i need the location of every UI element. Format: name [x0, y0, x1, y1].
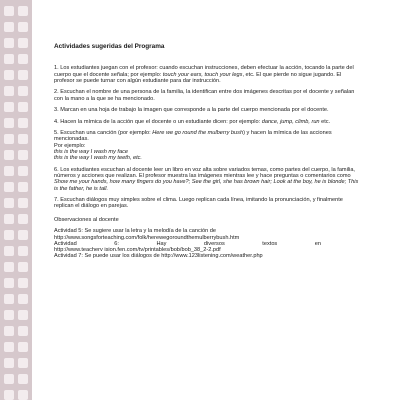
margin-square [18, 278, 28, 288]
margin-square [4, 214, 14, 224]
margin-square [4, 342, 14, 352]
activity-5-example: Here we go round the mulberry bush [152, 130, 244, 137]
margin-square [4, 294, 14, 304]
observation-6-link[interactable]: http://www.teacherv ision.fen.com/tv/printables/bob/bob_38_2-2.pdf [54, 247, 221, 254]
margin-square [18, 6, 28, 16]
margin-square [4, 278, 14, 288]
margin-square [18, 150, 28, 160]
activity-6-text-a: 6. Los estudiantes escuchan al docente leer un libro en voz alta sobre variados temas, como partes del cuerpo, la familia, números y acciones que realizan. El profesor muestra las imágenes mientras lee y hace preguntas o comentarios como [54, 166, 355, 180]
margin-square [4, 166, 14, 176]
margin-square [18, 198, 28, 208]
margin-square [4, 70, 14, 80]
observation-7-link[interactable]: http://www.123listening.com/weather.php [161, 253, 263, 260]
observation-7-text: Actividad 7: Se puede usar los diálogos de [54, 253, 162, 260]
margin-square [18, 262, 28, 272]
observation-6-text: Actividad 6: Hay diversos textos en [54, 240, 321, 247]
margin-square [18, 214, 28, 224]
margin-square [4, 22, 14, 32]
margin-square [18, 374, 28, 384]
activity-6-example: Show me your hands, how many fingers do you have?; See the girl, she has brown hair; Look at the boy, he is blonde; This is the father, he is tall. [54, 179, 359, 192]
margin-square [18, 358, 28, 368]
margin-square [4, 198, 14, 208]
margin-square [4, 54, 14, 64]
margin-square [4, 390, 14, 400]
margin-square [4, 246, 14, 256]
margin-square [18, 70, 28, 80]
activity-2: 2. Escuchan el nombre de una persona de la familia, la identifican entre dos imágenes descritas por el docente y señalan con la mano a la que se ha mencionado. [54, 89, 355, 102]
margin-square [18, 54, 28, 64]
activity-1-example: touch your ears, touch your legs [162, 71, 243, 78]
page-title: Actividades sugeridas del Programa [54, 43, 165, 50]
margin-square [4, 230, 14, 240]
activity-4-text-a: 4. Hacen la mímica de la acción que el docente o un estudiante dicen: por ejemplo: [54, 118, 262, 125]
margin-square [18, 310, 28, 320]
document-page [54, 44, 360, 265]
margin-square [4, 86, 14, 96]
activity-4-example: dance, jump, climb, run [261, 118, 320, 125]
margin-square [18, 38, 28, 48]
margin-square [18, 134, 28, 144]
margin-square [18, 326, 28, 336]
margin-square [18, 182, 28, 192]
margin-square [4, 310, 14, 320]
margin-square [4, 358, 14, 368]
margin-square [4, 102, 14, 112]
activity-5-text-b: ) y hacen la mímica de las acciones mencionadas. [54, 130, 332, 143]
margin-square [4, 374, 14, 384]
margin-square [18, 102, 28, 112]
activity-5-line-1: this is the way I wash my face [54, 149, 128, 156]
activity-5-text-a: 5. Escuchan una canción (por ejemplo: [54, 130, 153, 137]
margin-square [18, 246, 28, 256]
margin-square [4, 150, 14, 160]
activity-5-line-2: this is the way I wash my teeth, etc. [54, 155, 142, 162]
activity-4-text-b: etc. [319, 118, 331, 125]
activity-1 [54, 65, 360, 84]
activity-1-text-b: , etc. El que pierde no sigue jugando. El profesor se puede turnar con algún estudiante para dar instrucción. [54, 71, 342, 84]
margin-square [4, 134, 14, 144]
margin-square [18, 230, 28, 240]
observations [54, 228, 360, 259]
margin-square [18, 22, 28, 32]
observations-heading: Observaciones al docente [54, 216, 119, 223]
margin-square [4, 118, 14, 128]
margin-square [18, 342, 28, 352]
observation-5-text: Actividad 5: Se sugiere usar la letra y la melodía de la canción de [54, 228, 217, 235]
activity-5-por-ejemplo: Por ejemplo: [54, 142, 86, 149]
margin-square [18, 118, 28, 128]
activity-3: 3. Marcan en una hoja de trabajo la imagen que corresponde a la parte del cuerpo mencionada por el docente. [54, 107, 329, 114]
margin-square [18, 86, 28, 96]
margin-square [4, 326, 14, 336]
activity-6 [54, 167, 360, 192]
activity-4 [54, 119, 360, 125]
margin-square [4, 38, 14, 48]
activity-5 [54, 130, 360, 161]
margin-square [18, 166, 28, 176]
observation-5-link[interactable]: http://www.songsforteaching.com/folk/herewegoroundthemulberrybush.htm [54, 234, 240, 241]
binder-margin-strip [0, 0, 32, 400]
activity-1-text-a: 1. Los estudiantes juegan con el profesor: cuando escuchan instrucciones, deben efectuar la acción, tocando la parte del cuerpo que el docente señala; por ejemplo: [54, 65, 354, 78]
margin-square [18, 294, 28, 304]
margin-square [4, 182, 14, 192]
activity-7: 7. Escuchan diálogos muy simples sobre el clima. Luego replican cada línea, imitando la pronunciación, y finalmente replican el diálogo en parejas. [54, 197, 343, 210]
margin-square [4, 262, 14, 272]
margin-square [18, 390, 28, 400]
margin-square [4, 6, 14, 16]
